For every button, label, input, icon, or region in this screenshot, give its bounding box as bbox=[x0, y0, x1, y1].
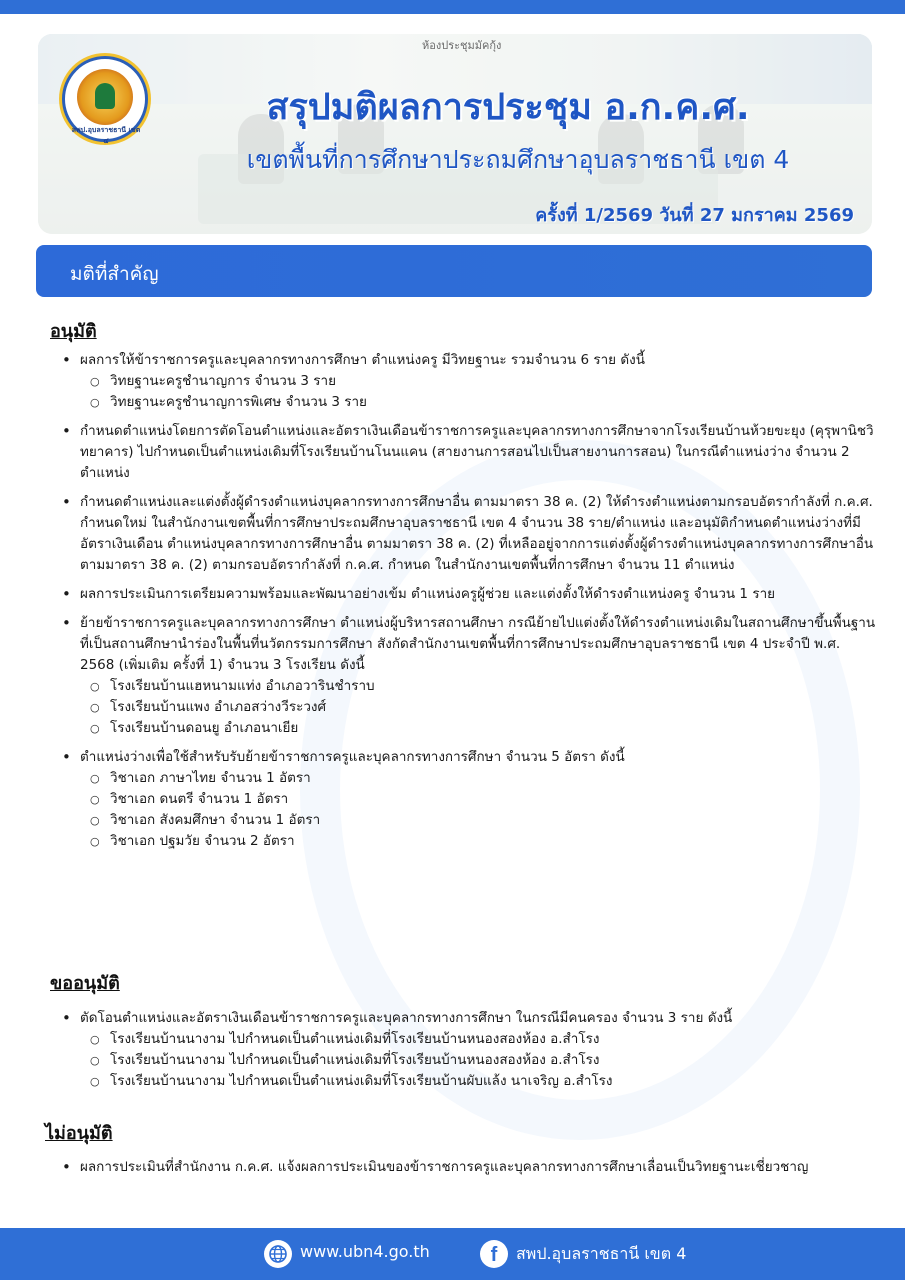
globe-icon bbox=[264, 1240, 292, 1268]
resolution-text: ผลการประเมินที่สำนักงาน ก.ค.ศ. แจ้งผลการประเมินของข้าราชการครูและบุคลากรทางการศึกษาเลื่อนเป็นวิทยฐานะเชี่ยวชาญ bbox=[80, 1159, 809, 1175]
resolution-text: ย้ายข้าราชการครูและบุคลากรทางการศึกษา ตำแหน่งผู้บริหารสถานศึกษา กรณีย้ายไปแต่งตั้งให้ดำรงตำแหน่งเดิมในสถานศึกษาขึ้นพื้นฐานที่เป็นสถานศึกษานำร่องในพื้นที่นวัตกรรมการศึกษา สังกัดสำนักงานเขตพื้นที่การศึกษาประถมศึกษาอุบลราชธานี เขต 4 ประจำปี พ.ศ. 2568 (เพิ่มเติม ครั้งที่ 1) จำนวน 3 โรงเรียน ดังนี้ bbox=[80, 615, 876, 673]
sub-item: ○ โรงเรียนบ้านนางาม ไปกำหนดเป็นตำแหน่งเดิมที่โรงเรียนบ้านหนองสองห้อง อ.สำโรง bbox=[80, 1050, 858, 1071]
sub-item: ○ วิทยฐานะครูชำนาญการ จำนวน 3 ราย bbox=[80, 371, 878, 392]
sub-item: ○ วิทยฐานะครูชำนาญการพิเศษ จำนวน 3 ราย bbox=[80, 392, 878, 413]
sub-item: ○ วิชาเอก ปฐมวัย จำนวน 2 อัตรา bbox=[80, 831, 878, 852]
resolution-text: ผลการให้ข้าราชการครูและบุคลากรทางการศึกษา ตำแหน่งครู มีวิทยฐานะ รวมจำนวน 6 ราย ดังนี้ bbox=[80, 352, 645, 368]
room-label: ห้องประชุมมัคกุ้ง bbox=[422, 39, 502, 52]
section-header bbox=[36, 245, 872, 297]
not-approve-list bbox=[58, 1157, 848, 1178]
sub-item: ○ โรงเรียนบ้านแฮหนามแท่ง อำเภอวารินชำราบ bbox=[80, 676, 878, 697]
heading-request-approve: ขออนุมัติ bbox=[50, 973, 120, 994]
logo-emblem bbox=[77, 69, 133, 125]
resolution-text: ตัดโอนตำแหน่งและอัตราเงินเดือนข้าราชการครูและบุคลากรทางการศึกษา ในกรณีมีคนครอง จำนวน 3 ราย ดังนี้ bbox=[80, 1010, 733, 1026]
sub-item: ○ วิชาเอก ภาษาไทย จำนวน 1 อัตรา bbox=[80, 768, 878, 789]
resolution-item bbox=[58, 584, 878, 605]
resolution-item bbox=[58, 747, 878, 852]
resolution-item bbox=[58, 1008, 858, 1092]
facebook-link[interactable]: สพป.อุบลราชธานี เขต 4 bbox=[516, 1244, 687, 1263]
header-banner bbox=[38, 34, 872, 234]
page-title: สรุปมติผลการประชุม อ.ก.ค.ศ. bbox=[266, 87, 750, 128]
heading-not-approve: ไม่อนุมัติ bbox=[45, 1123, 113, 1144]
page-subtitle: เขตพื้นที่การศึกษาประถมศึกษาอุบลราชธานี เขต 4 bbox=[246, 145, 790, 174]
office-logo bbox=[62, 56, 148, 145]
resolution-text: ผลการประเมินการเตรียมความพร้อมและพัฒนาอย่างเข้ม ตำแหน่งครูผู้ช่วย และแต่งตั้งให้ดำรงตำแหน่งครู จำนวน 1 ราย bbox=[80, 586, 776, 602]
resolution-text: ตำแหน่งว่างเพื่อใช้สำหรับรับย้ายข้าราชการครูและบุคลากรทางการศึกษา จำนวน 5 อัตรา ดังนี้ bbox=[80, 749, 625, 765]
resolution-item bbox=[58, 492, 878, 576]
sub-item: ○ วิชาเอก สังคมศึกษา จำนวน 1 อัตรา bbox=[80, 810, 878, 831]
sub-item: ○ โรงเรียนบ้านดอนยู อำเภอนาเยีย bbox=[80, 718, 878, 739]
section-title: มติที่สำคัญ bbox=[70, 263, 159, 285]
sub-item: ○ โรงเรียนบ้านแพง อำเภอสว่างวีระวงศ์ bbox=[80, 697, 878, 718]
approve-list bbox=[58, 350, 878, 860]
sub-list bbox=[80, 768, 878, 852]
sub-list bbox=[80, 371, 878, 413]
top-accent-strip bbox=[0, 0, 905, 14]
resolution-text: กำหนดตำแหน่งโดยการตัดโอนตำแหน่งและอัตราเงินเดือนข้าราชการครูและบุคลากรทางการศึกษาจากโรงเรียนบ้านห้วยขะยุง (คุรุพานิชวิทยาคาร) ไปกำหนดเป็นตำแหน่งเดิมที่โรงเรียนบ้านโนนแคน (สายงานการสอนไปเป็นสายงานการสอน) ในกรณีตำแหน่งว่าง จำนวน 2 ตำแหน่ง bbox=[80, 423, 874, 481]
resolution-item bbox=[58, 350, 878, 413]
sub-list bbox=[80, 1029, 858, 1092]
sub-list bbox=[80, 676, 878, 739]
resolution-item bbox=[58, 613, 878, 739]
request-approve-list bbox=[58, 1008, 858, 1100]
website-link[interactable]: www.ubn4.go.th bbox=[300, 1242, 430, 1261]
meeting-date: ครั้งที่ 1/2569 วันที่ 27 มกราคม 2569 bbox=[535, 205, 854, 226]
sub-item: ○ โรงเรียนบ้านนางาม ไปกำหนดเป็นตำแหน่งเดิมที่โรงเรียนบ้านหนองสองห้อง อ.สำโรง bbox=[80, 1029, 858, 1050]
sub-item: ○ โรงเรียนบ้านนางาม ไปกำหนดเป็นตำแหน่งเดิมที่โรงเรียนบ้านผับแล้ง นาเจริญ อ.สำโรง bbox=[80, 1071, 858, 1092]
footer bbox=[0, 1228, 905, 1280]
resolution-item bbox=[58, 1157, 848, 1178]
resolution-text: กำหนดตำแหน่งและแต่งตั้งผู้ดำรงตำแหน่งบุคลากรทางการศึกษาอื่น ตามมาตรา 38 ค. (2) ให้ดำรงตำแหน่งตามกรอบอัตรากำลังที่ ก.ค.ศ. กำหนดใหม่ ในสำนักงานเขตพื้นที่การศึกษาประถมศึกษาอุบลราชธานี เขต 4 จำนวน 38 ราย/ตำแหน่ง และอนุมัติกำหนดตำแหน่งว่างที่มีอัตราเงินเดือน ตำแหน่งบุคลากรทางการศึกษาอื่น ตามมาตรา 38 ค. (2) ที่เหลืออยู่จากการแต่งตั้งผู้ดำรงตำแหน่งบุคลากรทางการศึกษาอื่น ตามมาตรา 38 ค. (2) ตามกรอบอัตรากำลังที่ ก.ค.ศ. กำหนด ในสำนักงานเขตพื้นที่การศึกษา จำนวน 11 ตำแหน่ง bbox=[80, 494, 874, 573]
heading-approve: อนุมัติ bbox=[50, 321, 97, 342]
logo-text: สพป.อุบลราชธานี เขต ๔ bbox=[71, 126, 141, 145]
facebook-icon: f bbox=[480, 1240, 508, 1268]
resolution-item bbox=[58, 421, 878, 484]
sub-item: ○ วิชาเอก ดนตรี จำนวน 1 อัตรา bbox=[80, 789, 878, 810]
